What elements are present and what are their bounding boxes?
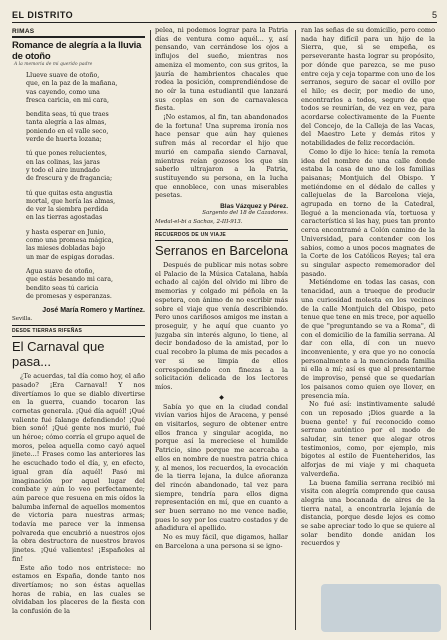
paragraph: Metiéndome en todas las casas, con tenacidad, aun a trueque de producir una curiosidad molesta en los vecinos de la calle Montjuich del Obispo, peto tenue que tene en mis trece, por aquello de que "preguntando se va a Roma", di con el domicilio de la familia serrana. Al dar con ella, dí con un nuevo inconveniente, y era que yo no conocía personalmente a la mencionada familia ni ella a mí; así es que al presentarme de improviso, pensé que se quedarían los paisanos como quien oye llover, en presencia mía. [301,278,435,400]
poem-dedication: A la memoria de mi querido padre [14,62,93,67]
paragraph: Como lo dije lo hice: tenía la remota idea del nombre de una calle donde estaba la casa de uno de los familias paisanas; Montjuich del Obispo. Y metiéndome en el dédalo de calles y callejuelas de la Barcelona vieja, agrupada en torno de la Catedral, llegué a la mencionada vía, tortuosa y característica si las hay, pues tan pronto cerca encontramé a Colón camino de la Universidad, para contender con los sabios, como a unos pocos magnates de la Corte de los Católicos Reyes; tal era su singular aspecto rememorador del pasado. [301,147,435,278]
author-rank: Sargento del 18 de Cazadores. [202,210,288,217]
poem-stanza [26,111,145,144]
section-label-rimas: RIMAS [12,28,35,35]
poem-line: que, en la paz de la mañana, [26,80,118,88]
poem-line: de frescura y de fragancia; [26,175,113,183]
poem-line: tú que quitas esta angustia [26,189,113,197]
poem-line: tú que pones relucientes, [26,150,107,158]
column-3 [301,26,435,634]
poem-line: y todo el aire inundado [26,166,100,174]
section-label-viaje: RECUERDOS DE UN VIAJE [155,232,227,239]
divider [12,36,145,38]
columns [12,26,437,634]
article-author: Blas Vázquez y Pérez. [220,203,288,211]
section-label-rif: DESDE TIERRAS RIFEÑAS [12,328,83,335]
poem-line: que estás besando mi cara, [26,276,113,284]
poem-stanza [26,72,145,105]
poem-author: José María Romero y Martínez. [42,307,145,315]
poem-line: y hasta esperar en Junio, [26,228,106,236]
poem-line: en las colinas, las jaras [26,158,100,166]
poem-line: de ver la siembra perdida [26,206,109,214]
paragraph: Este año todo nos entristece: no estamos en España, donde tanto nos divertíamos; no son éstas aquellas horas de rabia, en las cuales se olvidaban los placeres de la fiesta con la confusión de la [12,563,145,616]
poem-line: mortal, que hería las almas, [26,197,116,205]
dateline: Medal-el-bi a Sachas, 2-III-913. [155,219,243,226]
article-title-serranos: Serranos en Barcelona [155,243,288,259]
divider [12,336,145,337]
column-rule [150,30,151,630]
poem-line: como una promesa mágica, [26,237,114,245]
poem-line: en las tierras agostadas [26,214,103,222]
paragraph: No es muy fácil, que digamos, hallar en Barcelona a una persona si se igno- [155,533,288,550]
paragraph: ¡No estamos, al fin, tan abandonados de la fortuna! Una suprema ironía nos hace pensar que aún hay quienes sufren más al recordar el hijo que murió en campaña siendo Carnaval, mientras reían gozosos los que sin saberlo ultrajaron a la Patria, sustituyendo su persona, en la lucha que ennoblece, con unas miserables pesetas. [155,113,288,200]
separator-ornament-icon: ◆ [219,393,224,401]
poem-line: bendito seas tú caricia [26,284,99,292]
poem-stanza [26,190,145,223]
poem-stanza [26,268,145,301]
paragraph: Sabía yo que en la ciudad condal vivían varios hijos de Aracena, y pensé en visitarlos, seguro de obtener entre ellos franca y singular acogida, no porque así la mereciese el humilde Patricio, sino porque me acercaba a ellos en nombre de nuestra patria chica y, al menos, los recuerdos, la evocación de la tierra lejana, la dulce añoranza del rincón abandonado, tal vez para siempre, tendría para ellos digna representación en mí, que en cuanto a ser buen serrano no me vence nadie, pues lo soy por los cuatro costados y de añadidura el apellido. [155,402,288,533]
poem-line: bendita seas, tú que traes [26,111,109,119]
divider [12,325,145,326]
page-number: 5 [431,10,437,20]
paragraph: Después de publicar mis notas sobre el Palacio de la Música Catalana, había echado al cajón del olvido mi libro de memorias y colgado mi péñola en la espetera, con ánimo de no escribir más sobre el viaje que venía describiendo. Pero unos cariñosos amigos me instan a proseguir, y he aquí que cuanto yo juzgaba sin interés alguno, lo tiene, al decir bondadoso de la amistad, por lo cual recobro la pluma de mis pecados a ver si se limpia de ellos correspondiendo con finezas a la solicitación delicada de los lectores míos. [155,261,288,391]
divider [155,229,288,230]
poem-title: Romance de alegría a la lluvia de otoño [12,40,142,62]
poem-stanza [26,229,145,262]
newspaper-title: EL DISTRITO [12,10,74,20]
article-title-carnaval: El Carnaval que pasa... [12,339,105,370]
poem-line: poniendo en el valle seco, [26,127,109,135]
divider [155,240,288,241]
column-2 [155,26,288,634]
poem-line: fresca caricia, en mi cara, [26,96,110,104]
paragraph: La buena familia serrana recibió mi visita con alegría comprendo que causa alegría una bocanada de aires de la tierra natal, a encontrarla lejanía de distancia, porque desde lejos es como se sabe apreciar todo lo que se quiere al solar bendito donde anidan los recuerdos y [301,478,435,548]
poem-line: un mar de espigas doradas. [26,253,115,261]
column-1 [12,26,145,634]
paragraph: No fué así: instintivamente saludé con un reposado ¡Dios guarde a la buena gente! y fuí reconocido como serrano auténtico por el modo de saludar, sin tener que alegar otros testimonios, como, por ejemplo, mis bigotes al estilo de Fuenteheridos, las alforjas de mi viaje y mi chaqueta valverdeña. [301,400,435,478]
poem-line: Agua suave de otoño, [26,267,95,275]
column-rule [295,30,296,630]
library-watermark [321,584,441,632]
paragraph: pelea, ni podemos lograr para la Patria días de ventura como aquél... y, así pensando, van cerrándose los ojos a influjos del sueño, mientras nos ameniza el momento, con sus gritos, la jauría de hambrientos chacales que rodea la posición, comprendiéndose de no oír la tuna estudiantil que lanzará sus coplas en son de carnavalesca fiesta. [155,26,288,113]
newspaper-page [12,6,437,634]
poem-body [12,72,145,301]
paragraph: ¿Te acuerdas, tal día como hoy, el año pasado? ¡Era Carnaval! Y nos divertíamos lo que se diablo divertirse en la guerra, cuando tocaron las cornetas generala. ¡Qué día aquél! ¡Qué valiente fué falange defendiendo! ¡Qué bien sonó! ¡Qué gente nos murió, fué un héroe; cómo corría el grupo aquel de moros, pelea aquella como cayó aquel jinete...! Frases como las anteriores las he escuchado todo el día, y, en efecto, igual gran día aquél! Pasó mi imaginación por aquel lugar del combate y aún lo veo perfectamente; aún parece que resuena en mis oídos la balumba infernal de aquellos momentos de victoria para nuestras armas; todavía me parece ver la inmensa polvareda que encubrió a nuestros ojos la obra destructora de nuestros bravos jinetes. ¡Qué valientes! ¡Españoles al fin! [12,372,145,563]
poem-line: verde de huerta lozana; [26,136,102,144]
poem-line: Llueve suave de otoño, [26,72,100,79]
paragraph: ran las señas de su domicilio, pero como nada hay difícil para un hijo de la Sierra, que, si se empeña, es perseverante hasta lograr su propósito, por dónde que parezca, se me puso entre ceja y ceja toparme con uno de los serranos, seguro de sacar el ovillo por el hilo; es decir, por medio de uno, encontrarlos a todos, seguro de que todos se reunirían, de vez en vez, para acordarse colectivamente de la Fuente del Concejo, de la Calleja de las Vacas, del Maestro Lete y demás ritos y notabilidades de feliz recordación. [301,26,435,148]
poem-line: de promesas y esperanzas. [26,292,112,300]
poem-line: las mieses dobladas bajo [26,245,106,253]
poem-line: vas cayendo, como una [26,88,100,96]
poem-place: Sevilla. [12,316,33,323]
poem-stanza [26,150,145,183]
poem-line: tanta alegría a las almas, [26,119,107,127]
page-header [12,6,437,23]
